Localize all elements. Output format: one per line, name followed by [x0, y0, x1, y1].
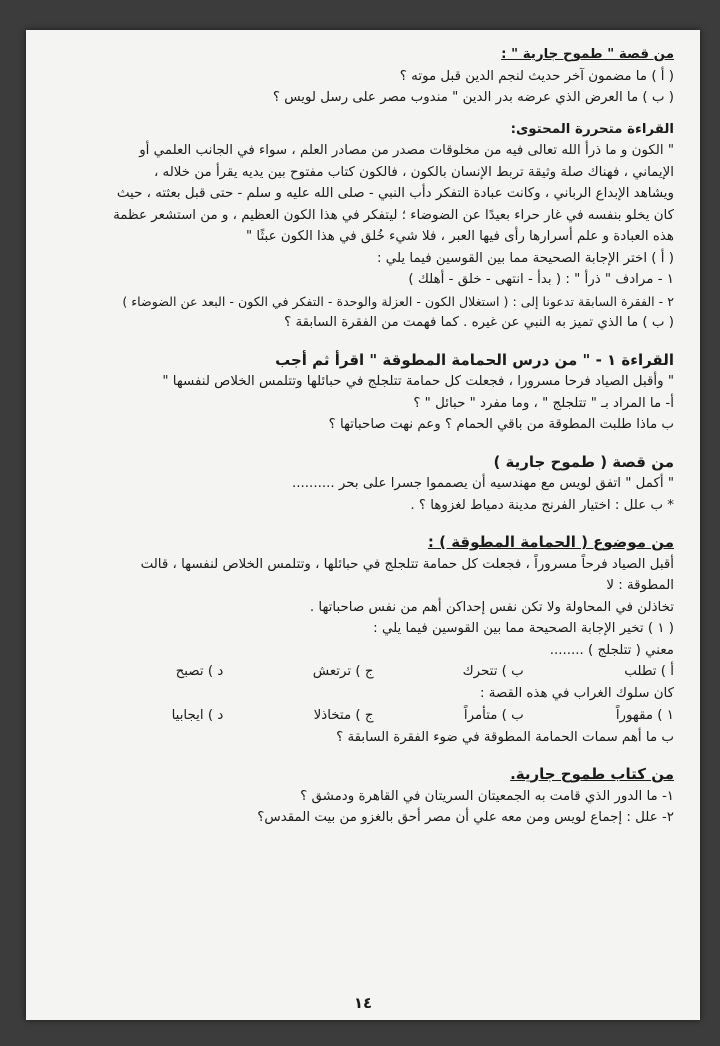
- passage-line: الإيماني ، فهناك صلة وثيقة تربط الإنسان بالكون ، فالكون كتاب مفتوح بين يديه يقرأ من خلاله ،: [153, 164, 674, 180]
- option: ١ ) مقهوراً: [615, 707, 674, 723]
- section5-line: ( ١ ) تخير الإجابة الصحيحة مما بين القوسين فيما يلي :: [373, 621, 674, 636]
- section6-heading: من كتاب طموح جارية.: [510, 765, 674, 783]
- section6-line: ١- ما الدور الذي قامت به الجمعيتان السريتان في القاهرة ودمشق ؟: [300, 788, 674, 804]
- option: ب ) متأمراً: [463, 707, 524, 723]
- section3-line: أ- ما المراد بـ " تتلجلج " ، وما مفرد " حبائل " ؟: [413, 395, 674, 411]
- options-row: [48, 661, 674, 683]
- options-row: [48, 705, 674, 727]
- section6-line: ٢- علل : إجماع لويس ومن معه علي أن مصر أحق بالغزو من بيت المقدس؟: [257, 810, 674, 825]
- passage-line: ويشاهد الإبداع الرباني ، وكانت عبادة التفكر دأب النبي - صلى الله عليه و سلم - حتى قبل بعثته ، حيث: [116, 186, 674, 201]
- question-line: ٢ - الفقرة السابقة تدعونا إلى : ( استغلال الكون - العزلة والوحدة - التفكر في الكون - البعد عن الضوضاء ): [122, 293, 674, 309]
- section3-heading: القراءة ١ - " من درس الحمامة المطوقة " اقرأ ثم أجب: [275, 350, 674, 369]
- section4-heading: من قصة ( طموح جارية ): [493, 452, 674, 471]
- section1-line: ( ب ) ما العرض الذي عرضه بدر الدين " مندوب مصر على رسل لويس ؟: [272, 90, 674, 105]
- section5-line: معني ( تتلجلج ) ........: [549, 642, 674, 658]
- option: د ) تصبح: [175, 664, 224, 679]
- option: ج ) ترتعش: [312, 664, 374, 679]
- option: ج ) متخاذلا: [313, 707, 374, 723]
- question-line: ( ب ) ما الذي تميز به النبي عن غيره . كما فهمت من الفقرة السابقة ؟: [284, 315, 674, 330]
- section4-line: " أكمل " اتفق لويس مع مهندسيه أن يصمموا جسرا على بحر ..........: [292, 476, 674, 491]
- section1-line: ( أ ) ما مضمون آخر حديث لنجم الدين قبل موته ؟: [399, 68, 674, 84]
- section5-line: أقبل الصياد فرحاً مسروراً ، فجعلت كل حمامة تتلجلج في حبائلها ، وتتلمس الخلاص لنفسها ، قالت: [140, 556, 674, 572]
- document-page: [26, 30, 700, 1020]
- passage-line: كان يخلو بنفسه في غار حراء بعيدًا عن الضوضاء ؛ ليتفكر في هذا الكون العظيم ، و من استشعر عظمة: [113, 207, 674, 223]
- section5-question: كان سلوك الغراب في هذه القصة :: [480, 686, 674, 701]
- section4-line: * ب علل : اختيار الفرنج مدينة دمياط لغزوها ؟ .: [410, 497, 674, 513]
- section3-line: " وأقبل الصياد فرحا مسرورا ، فجعلت كل حمامة تتلجلج في حبائلها وتتلمس الخلاص لنفسها ": [162, 374, 674, 389]
- section1-heading: من قصة " طموح جارية " :: [501, 47, 674, 62]
- section5-line: تخاذلن في المحاولة ولا تكن نفس إحداكن أهم من نفس صاحباتها .: [309, 599, 674, 615]
- question-line: ( أ ) اختر الإجابة الصحيحة مما بين القوسين فيما يلي :: [377, 250, 674, 266]
- question-line: ١ - مرادف " ذرأ " : ( بدأ - انتهى - خلق - أهلك ): [408, 272, 674, 287]
- option: د ) ايجابيا: [171, 707, 224, 723]
- section3-line: ب ماذا طلبت المطوقة من باقي الحمام ؟ وعم نهت صاحباتها ؟: [328, 417, 674, 432]
- passage-line: " الكون و ما ذرأ الله تعالى فيه من مخلوقات مصدر من مصادر العلم ، سواء في الجانب العلمي أو: [139, 143, 674, 158]
- section5-line: المطوقة : لا: [606, 578, 674, 593]
- option: ب ) تتحرك: [462, 664, 524, 679]
- passage-line: هذه العبادة و علم أسرارها رأى فيها العبر ، فلا شيء خُلق في هذا الكون عبثًا ": [246, 229, 674, 244]
- page-number: ١٤: [353, 994, 373, 1012]
- page-content: [48, 44, 674, 990]
- section5-last: ب ما أهم سمات الحمامة المطوقة في ضوء الفقرة السابقة ؟: [336, 729, 674, 745]
- option: أ ) تطلب: [624, 664, 674, 679]
- section5-heading: من موضوع ( الحمامة المطوقة ) :: [427, 533, 674, 551]
- section2-heading: القراءة متحررة المحتوى:: [510, 121, 674, 137]
